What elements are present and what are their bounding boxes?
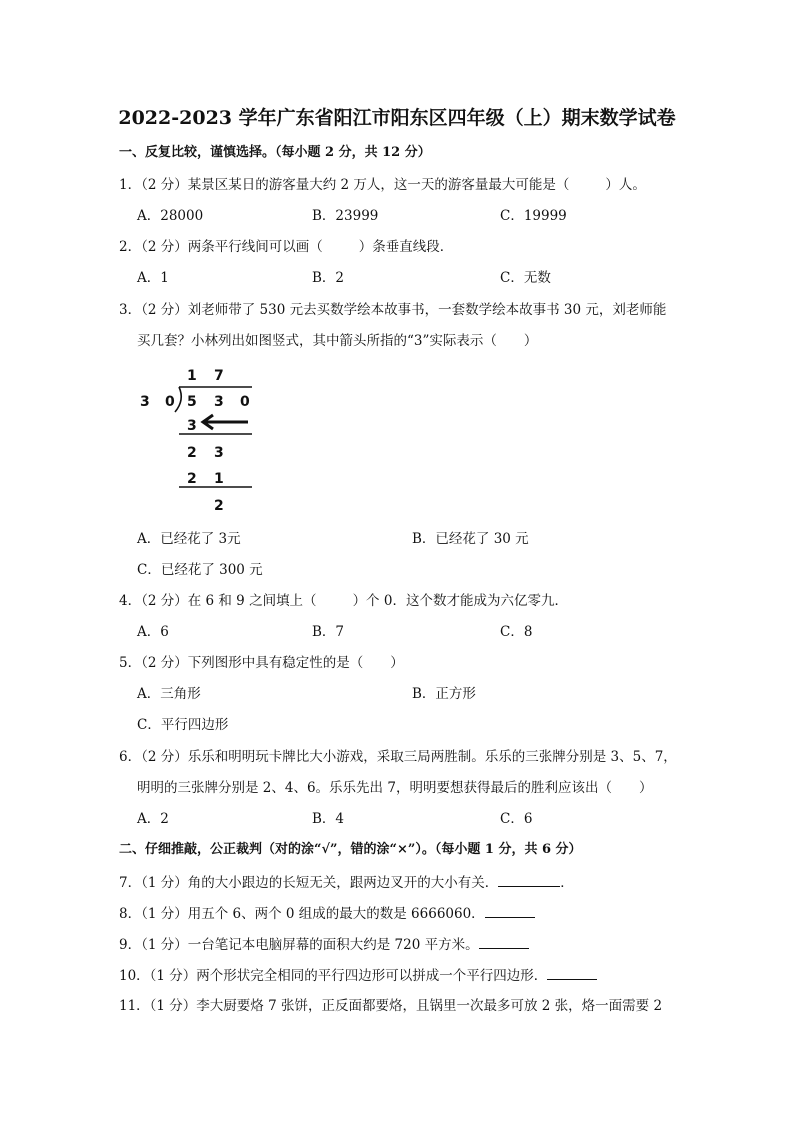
question-2-text-a: 2．（2 分）两条平行线间可以画（ bbox=[119, 239, 323, 255]
quotient-digit: 7 bbox=[214, 368, 224, 384]
question-4-option-c[interactable]: C．8 bbox=[500, 624, 533, 640]
question-5-option-b[interactable]: B．正方形 bbox=[412, 686, 476, 702]
question-4-text-a: 4．（2 分）在 6 和 9 之间填上（ bbox=[119, 593, 317, 609]
step-3-digit: 1 bbox=[214, 471, 224, 487]
question-6-option-a[interactable]: A．2 bbox=[137, 811, 169, 827]
step-2-digit: 3 bbox=[214, 445, 224, 461]
question-4-text-b: ）个 0．这个数才能成为六亿零九． bbox=[352, 593, 568, 609]
question-2-option-b[interactable]: B．2 bbox=[312, 270, 345, 286]
question-2-option-a[interactable]: A．1 bbox=[137, 270, 169, 286]
question-3-option-b[interactable]: B．已经花了 30 元 bbox=[412, 531, 529, 547]
question-3-line-2: 买几套？小林列出如图竖式，其中箭头所指的“3”实际表示（ ） bbox=[137, 333, 538, 349]
page-title: 2022-2023 学年广东省阳江市阳东区四年级（上）期末数学试卷 bbox=[118, 107, 676, 129]
step-1-digit: 3 bbox=[187, 418, 197, 434]
question-5: 5．（2 分）下列图形中具有稳定性的是（ ） bbox=[119, 655, 404, 671]
question-5-option-a[interactable]: A．三角形 bbox=[137, 686, 201, 702]
question-11: 11．（1 分）李大厨要烙 7 张饼，正反面都要烙，且锅里一次最多可放 2 张，烙一面需要 2 bbox=[119, 998, 663, 1014]
section-heading-2: 二、仔细推敲，公正裁判（对的涂“√”，错的涂“×”）。（每小题 1 分，共 6 分） bbox=[119, 842, 582, 857]
question-7-end: ． bbox=[560, 875, 574, 891]
question-10-text: 10．（1 分）两个形状完全相同的平行四边形可以拼成一个平行四边形． bbox=[119, 968, 548, 984]
question-2 bbox=[119, 237, 453, 257]
section-heading-1: 一、反复比较，谨慎选择。（每小题 2 分，共 12 分） bbox=[119, 145, 431, 160]
question-6-option-b[interactable]: B．4 bbox=[312, 811, 345, 827]
answer-blank[interactable] bbox=[485, 903, 535, 918]
question-6-line-1: 6．（2 分）乐乐和明明玩卡牌比大小游戏，采取三局两胜制。乐乐的三张牌分别是 3、5、7， bbox=[119, 749, 677, 765]
question-4-option-a[interactable]: A．6 bbox=[137, 624, 169, 640]
question-6-line-2: 明明的三张牌分别是 2、4、6。乐乐先出 7，明明要想获得最后的胜利应该出（ ） bbox=[137, 780, 653, 796]
step-3-digit: 2 bbox=[187, 471, 197, 487]
question-4-option-b[interactable]: B．7 bbox=[312, 624, 345, 640]
question-3-line-1: 3．（2 分）刘老师带了 530 元去买数学绘本故事书，一套数学绘本故事书 30 元，刘老师能 bbox=[119, 302, 667, 318]
question-7 bbox=[119, 872, 574, 893]
question-3-option-a[interactable]: A．已经花了 3元 bbox=[137, 531, 241, 547]
question-10 bbox=[119, 965, 597, 986]
answer-blank[interactable] bbox=[498, 872, 560, 887]
question-7-text: 7．（1 分）角的大小跟边的长短无关，跟两边叉开的大小有关． bbox=[119, 875, 499, 891]
question-6-option-c[interactable]: C．6 bbox=[500, 811, 533, 827]
arrow-icon bbox=[203, 415, 248, 429]
remainder-digit: 2 bbox=[214, 498, 224, 514]
question-1 bbox=[119, 175, 646, 195]
question-2-text-b: ）条垂直线段． bbox=[358, 239, 454, 255]
question-3-option-c[interactable]: C．已经花了 300 元 bbox=[137, 562, 263, 578]
question-1-text-a: 1．（2 分）某景区某日的游客量大约 2 万人，这一天的游客量最大可能是（ bbox=[119, 177, 570, 193]
question-9-text: 9．（1 分）一台笔记本电脑屏幕的面积大约是 720 平方米。 bbox=[119, 937, 479, 953]
question-2-option-c[interactable]: C．无数 bbox=[500, 270, 551, 286]
question-4 bbox=[119, 591, 568, 611]
question-1-text-b: ）人。 bbox=[605, 177, 646, 193]
answer-blank[interactable] bbox=[479, 934, 529, 949]
question-8 bbox=[119, 903, 535, 924]
question-8-text: 8．（1 分）用五个 6、两个 0 组成的最大的数是 6666060． bbox=[119, 906, 485, 922]
dividend-digit: 0 bbox=[240, 394, 250, 410]
question-1-option-c[interactable]: C．19999 bbox=[500, 208, 567, 224]
divisor-digit: 0 bbox=[165, 394, 175, 410]
question-1-option-a[interactable]: A．28000 bbox=[137, 208, 204, 224]
step-2-digit: 2 bbox=[187, 445, 197, 461]
question-9 bbox=[119, 934, 529, 955]
dividend-digit: 3 bbox=[214, 394, 224, 410]
long-division-figure bbox=[135, 362, 265, 517]
quotient-digit: 1 bbox=[187, 368, 197, 384]
question-1-option-b[interactable]: B．23999 bbox=[312, 208, 379, 224]
dividend-digit: 5 bbox=[187, 394, 197, 410]
answer-blank[interactable] bbox=[547, 965, 597, 980]
question-5-option-c[interactable]: C．平行四边形 bbox=[137, 717, 229, 733]
divisor-digit: 3 bbox=[140, 394, 150, 410]
